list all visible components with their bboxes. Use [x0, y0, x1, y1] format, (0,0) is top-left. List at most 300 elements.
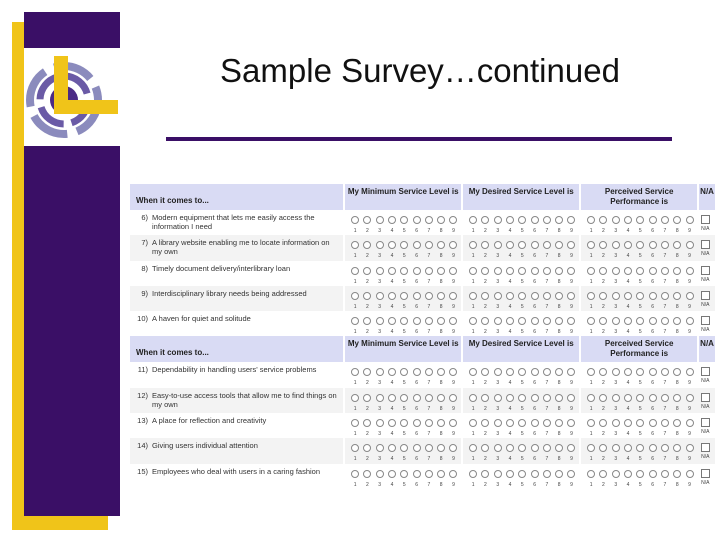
rating-radio[interactable]: [543, 267, 551, 275]
rating-radio[interactable]: [351, 368, 359, 376]
rating-radio[interactable]: [376, 216, 384, 224]
rating-radio[interactable]: [555, 292, 563, 300]
rating-radio[interactable]: [661, 267, 669, 275]
rating-radio[interactable]: [437, 241, 445, 249]
rating-scale: [461, 464, 579, 489]
rating-radio[interactable]: [612, 317, 620, 325]
rating-radio[interactable]: [469, 444, 477, 452]
rating-radio[interactable]: [612, 368, 620, 376]
rating-radio[interactable]: [388, 241, 396, 249]
rating-number: 2: [366, 228, 369, 234]
rating-radio[interactable]: [425, 394, 433, 402]
rating-radio[interactable]: [413, 419, 421, 427]
rating-radio[interactable]: [555, 394, 563, 402]
rating-radio[interactable]: [673, 368, 681, 376]
rating-radio[interactable]: [437, 292, 445, 300]
rating-radio[interactable]: [388, 444, 396, 452]
rating-radio[interactable]: [649, 470, 657, 478]
rating-radio[interactable]: [599, 444, 607, 452]
rating-radio[interactable]: [624, 216, 632, 224]
rating-radio[interactable]: [673, 267, 681, 275]
rating-radio[interactable]: [425, 444, 433, 452]
rating-radio[interactable]: [649, 241, 657, 249]
rating-radio[interactable]: [555, 317, 563, 325]
rating-radio[interactable]: [567, 368, 575, 376]
rating-radio[interactable]: [612, 267, 620, 275]
rating-radio[interactable]: [425, 317, 433, 325]
rating-number: 6: [651, 456, 654, 463]
rating-radio[interactable]: [567, 216, 575, 224]
rating-radio[interactable]: [612, 394, 620, 402]
rating-radio[interactable]: [437, 394, 445, 402]
rating-radio[interactable]: [567, 241, 575, 249]
rating-radio[interactable]: [506, 317, 514, 325]
rating-radio[interactable]: [437, 444, 445, 452]
rating-radio[interactable]: [351, 317, 359, 325]
rating-radio[interactable]: [506, 216, 514, 224]
rating-radio[interactable]: [636, 317, 644, 325]
rating-radio[interactable]: [661, 216, 669, 224]
rating-radio[interactable]: [518, 444, 526, 452]
rating-radio[interactable]: [425, 267, 433, 275]
rating-radio[interactable]: [506, 394, 514, 402]
rating-radio[interactable]: [636, 368, 644, 376]
rating-radio[interactable]: [599, 368, 607, 376]
rating-radio[interactable]: [555, 419, 563, 427]
rating-radio[interactable]: [351, 419, 359, 427]
rating-radio[interactable]: [449, 267, 457, 275]
rating-radio[interactable]: [673, 419, 681, 427]
rating-radio[interactable]: [612, 216, 620, 224]
rating-radio[interactable]: [686, 317, 694, 325]
rating-radio[interactable]: [351, 267, 359, 275]
rating-radio[interactable]: [543, 470, 551, 478]
rating-radio[interactable]: [555, 470, 563, 478]
rating-radio[interactable]: [661, 470, 669, 478]
rating-radio[interactable]: [673, 470, 681, 478]
rating-radio[interactable]: [351, 470, 359, 478]
rating-radio[interactable]: [636, 292, 644, 300]
rating-radio[interactable]: [624, 292, 632, 300]
rating-radio[interactable]: [686, 444, 694, 452]
rating-radio[interactable]: [624, 317, 632, 325]
rating-radio[interactable]: [686, 267, 694, 275]
rating-radio[interactable]: [388, 368, 396, 376]
rating-radio[interactable]: [612, 470, 620, 478]
rating-radio[interactable]: [518, 241, 526, 249]
rating-radio[interactable]: [413, 216, 421, 224]
rating-radio[interactable]: [649, 419, 657, 427]
rating-radio[interactable]: [686, 292, 694, 300]
rating-radio[interactable]: [636, 216, 644, 224]
rating-radio[interactable]: [531, 292, 539, 300]
rating-radio[interactable]: [636, 394, 644, 402]
rating-radio[interactable]: [494, 470, 502, 478]
rating-radio[interactable]: [506, 368, 514, 376]
rating-radio[interactable]: [481, 292, 489, 300]
rating-radio[interactable]: [494, 292, 502, 300]
rating-radio[interactable]: [400, 267, 408, 275]
rating-radio[interactable]: [388, 292, 396, 300]
rating-radio[interactable]: [469, 470, 477, 478]
rating-radio[interactable]: [425, 368, 433, 376]
rating-radio[interactable]: [400, 444, 408, 452]
rating-radio[interactable]: [481, 267, 489, 275]
rating-radio[interactable]: [506, 267, 514, 275]
rating-number: 4: [390, 278, 394, 285]
rating-radio[interactable]: [449, 444, 457, 452]
rating-radio[interactable]: [673, 317, 681, 325]
rating-radio[interactable]: [567, 394, 575, 402]
rating-radio[interactable]: [413, 292, 421, 300]
rating-radio[interactable]: [587, 470, 595, 478]
rating-radio[interactable]: [363, 216, 371, 224]
rating-radio[interactable]: [469, 368, 477, 376]
rating-radio[interactable]: [388, 267, 396, 275]
rating-radio[interactable]: [425, 216, 433, 224]
rating-radio[interactable]: [494, 267, 502, 275]
rating-radio[interactable]: [481, 444, 489, 452]
rating-radio[interactable]: [506, 444, 514, 452]
rating-radio[interactable]: [481, 368, 489, 376]
rating-radio[interactable]: [587, 292, 595, 300]
rating-radio[interactable]: [531, 419, 539, 427]
rating-radio[interactable]: [363, 470, 371, 478]
rating-radio[interactable]: [686, 241, 694, 249]
rating-radio[interactable]: [437, 216, 445, 224]
na-checkbox[interactable]: [701, 367, 710, 376]
rating-radio[interactable]: [599, 317, 607, 325]
na-checkbox[interactable]: [701, 393, 710, 402]
rating-number: 1: [589, 253, 593, 260]
rating-radio[interactable]: [400, 394, 408, 402]
rating-radio[interactable]: [449, 394, 457, 402]
rating-radio[interactable]: [686, 216, 694, 224]
rating-radio[interactable]: [506, 419, 514, 427]
rating-radio[interactable]: [363, 241, 371, 249]
rating-radio[interactable]: [481, 470, 489, 478]
rating-radio[interactable]: [494, 216, 502, 224]
rating-radio[interactable]: [481, 419, 489, 427]
rating-radio[interactable]: [661, 292, 669, 300]
na-label: N/A: [701, 251, 710, 258]
rating-radio[interactable]: [469, 419, 477, 427]
rating-radio[interactable]: [506, 470, 514, 478]
rating-radio[interactable]: [437, 267, 445, 275]
rating-radio[interactable]: [437, 368, 445, 376]
rating-radio[interactable]: [636, 419, 644, 427]
rating-radio[interactable]: [587, 419, 595, 427]
rating-radio[interactable]: [555, 241, 563, 249]
rating-radio[interactable]: [555, 444, 563, 452]
rating-radio[interactable]: [413, 394, 421, 402]
rating-radio[interactable]: [363, 267, 371, 275]
rating-radio[interactable]: [624, 241, 632, 249]
rating-radio[interactable]: [351, 241, 359, 249]
rating-radio[interactable]: [686, 470, 694, 478]
rating-radio[interactable]: [400, 419, 408, 427]
na-checkbox[interactable]: [701, 469, 710, 478]
rating-radio[interactable]: [376, 368, 384, 376]
na-checkbox[interactable]: [701, 443, 710, 452]
rating-radio[interactable]: [649, 444, 657, 452]
rating-radio[interactable]: [376, 241, 384, 249]
rating-number: 3: [614, 481, 618, 488]
rating-radio[interactable]: [612, 419, 620, 427]
rating-radio[interactable]: [587, 394, 595, 402]
rating-radio[interactable]: [587, 368, 595, 376]
rating-radio[interactable]: [400, 470, 408, 478]
rating-radio[interactable]: [376, 394, 384, 402]
rating-radio[interactable]: [555, 368, 563, 376]
na-checkbox[interactable]: [701, 291, 710, 300]
na-checkbox[interactable]: [701, 266, 710, 275]
rating-radio[interactable]: [599, 394, 607, 402]
rating-radio[interactable]: [413, 368, 421, 376]
rating-radio[interactable]: [587, 216, 595, 224]
rating-radio[interactable]: [469, 241, 477, 249]
na-checkbox[interactable]: [701, 316, 710, 325]
rating-radio[interactable]: [425, 292, 433, 300]
rating-radio[interactable]: [400, 292, 408, 300]
rating-radio[interactable]: [543, 394, 551, 402]
rating-radio[interactable]: [518, 317, 526, 325]
rating-radio[interactable]: [624, 444, 632, 452]
rating-radio[interactable]: [449, 216, 457, 224]
rating-radio[interactable]: [531, 216, 539, 224]
rating-radio[interactable]: [686, 394, 694, 402]
rating-radio[interactable]: [567, 444, 575, 452]
rating-radio[interactable]: [481, 241, 489, 249]
rating-number: 6: [415, 481, 418, 488]
rating-radio[interactable]: [376, 292, 384, 300]
rating-radio[interactable]: [649, 216, 657, 224]
rating-radio[interactable]: [449, 292, 457, 300]
rating-radio[interactable]: [567, 292, 575, 300]
rating-number: 3: [614, 253, 618, 260]
rating-radio[interactable]: [599, 216, 607, 224]
rating-radio[interactable]: [400, 317, 408, 325]
rating-radio[interactable]: [481, 216, 489, 224]
rating-scale: [461, 388, 579, 413]
rating-number: 8: [439, 456, 443, 463]
rating-radio[interactable]: [518, 368, 526, 376]
rating-radio[interactable]: [494, 419, 502, 427]
rating-radio[interactable]: [494, 317, 502, 325]
rating-radio[interactable]: [449, 368, 457, 376]
rating-radio[interactable]: [686, 368, 694, 376]
rating-radio[interactable]: [587, 267, 595, 275]
rating-radio[interactable]: [624, 419, 632, 427]
rating-radio[interactable]: [363, 368, 371, 376]
question-number: 6): [141, 213, 148, 222]
rating-radio[interactable]: [636, 241, 644, 249]
rating-radio[interactable]: [624, 394, 632, 402]
rating-radio[interactable]: [425, 241, 433, 249]
rating-number: 2: [366, 253, 369, 260]
rating-radio[interactable]: [661, 444, 669, 452]
rating-radio[interactable]: [543, 419, 551, 427]
rating-radio[interactable]: [518, 267, 526, 275]
rating-radio[interactable]: [388, 216, 396, 224]
rating-radio[interactable]: [599, 292, 607, 300]
rating-radio[interactable]: [449, 419, 457, 427]
rating-radio[interactable]: [531, 444, 539, 452]
rating-radio[interactable]: [351, 292, 359, 300]
rating-radio[interactable]: [649, 292, 657, 300]
rating-radio[interactable]: [494, 241, 502, 249]
rating-radio[interactable]: [599, 419, 607, 427]
rating-radio[interactable]: [400, 216, 408, 224]
rating-radio[interactable]: [469, 394, 477, 402]
rating-radio[interactable]: [437, 470, 445, 478]
rating-radio[interactable]: [518, 216, 526, 224]
survey-question: [130, 210, 343, 235]
rating-radio[interactable]: [624, 368, 632, 376]
rating-radio[interactable]: [351, 394, 359, 402]
rating-radio[interactable]: [425, 419, 433, 427]
rating-radio[interactable]: [649, 317, 657, 325]
rating-radio[interactable]: [413, 317, 421, 325]
rating-radio[interactable]: [612, 292, 620, 300]
rating-radio[interactable]: [599, 241, 607, 249]
rating-radio[interactable]: [531, 470, 539, 478]
rating-number: 2: [484, 380, 487, 387]
rating-number: 6: [651, 228, 654, 234]
rating-radio[interactable]: [425, 470, 433, 478]
rating-radio[interactable]: [567, 267, 575, 275]
rating-radio[interactable]: [388, 470, 396, 478]
rating-radio[interactable]: [363, 292, 371, 300]
na-checkbox[interactable]: [701, 215, 710, 224]
rating-radio[interactable]: [636, 470, 644, 478]
rating-radio[interactable]: [567, 470, 575, 478]
rating-radio[interactable]: [531, 241, 539, 249]
rating-radio[interactable]: [363, 444, 371, 452]
rating-radio[interactable]: [612, 444, 620, 452]
rating-radio[interactable]: [661, 317, 669, 325]
rating-radio[interactable]: [543, 292, 551, 300]
rating-radio[interactable]: [351, 216, 359, 224]
rating-radio[interactable]: [624, 470, 632, 478]
rating-radio[interactable]: [543, 368, 551, 376]
rating-radio[interactable]: [587, 241, 595, 249]
rating-radio[interactable]: [555, 216, 563, 224]
rating-number: 8: [557, 431, 561, 438]
rating-radio[interactable]: [494, 368, 502, 376]
rating-radio[interactable]: [449, 241, 457, 249]
rating-radio[interactable]: [494, 394, 502, 402]
rating-radio[interactable]: [636, 267, 644, 275]
rating-radio[interactable]: [388, 394, 396, 402]
rating-radio[interactable]: [649, 267, 657, 275]
rating-radio[interactable]: [388, 317, 396, 325]
rating-radio[interactable]: [531, 394, 539, 402]
na-checkbox[interactable]: [701, 240, 710, 249]
rating-radio[interactable]: [518, 470, 526, 478]
rating-radio[interactable]: [376, 419, 384, 427]
rating-radio[interactable]: [376, 267, 384, 275]
rating-number: 2: [602, 481, 605, 488]
rating-radio[interactable]: [351, 444, 359, 452]
rating-radio[interactable]: [449, 317, 457, 325]
rating-radio[interactable]: [543, 216, 551, 224]
rating-radio[interactable]: [661, 368, 669, 376]
rating-radio[interactable]: [624, 267, 632, 275]
rating-radio[interactable]: [531, 267, 539, 275]
rating-radio[interactable]: [400, 368, 408, 376]
rating-radio[interactable]: [437, 419, 445, 427]
rating-radio[interactable]: [587, 317, 595, 325]
rating-radio[interactable]: [518, 394, 526, 402]
rating-radio[interactable]: [649, 368, 657, 376]
rating-radio[interactable]: [599, 267, 607, 275]
rating-radio[interactable]: [587, 444, 595, 452]
rating-radio[interactable]: [531, 368, 539, 376]
rating-radio[interactable]: [673, 444, 681, 452]
rating-radio[interactable]: [661, 419, 669, 427]
rating-radio[interactable]: [449, 470, 457, 478]
rating-radio[interactable]: [531, 317, 539, 325]
rating-radio[interactable]: [469, 292, 477, 300]
rating-radio[interactable]: [363, 317, 371, 325]
rating-radio[interactable]: [567, 317, 575, 325]
rating-radio[interactable]: [636, 444, 644, 452]
rating-radio[interactable]: [543, 317, 551, 325]
rating-radio[interactable]: [363, 394, 371, 402]
rating-radio[interactable]: [661, 394, 669, 402]
rating-radio[interactable]: [413, 470, 421, 478]
rating-radio[interactable]: [599, 470, 607, 478]
rating-radio[interactable]: [388, 419, 396, 427]
na-checkbox[interactable]: [701, 418, 710, 427]
rating-radio[interactable]: [673, 216, 681, 224]
rating-radio[interactable]: [413, 267, 421, 275]
rating-radio[interactable]: [376, 317, 384, 325]
rating-radio[interactable]: [413, 444, 421, 452]
rating-radio[interactable]: [673, 241, 681, 249]
rating-radio[interactable]: [494, 444, 502, 452]
rating-radio[interactable]: [469, 317, 477, 325]
rating-radio[interactable]: [555, 267, 563, 275]
rating-radio[interactable]: [518, 419, 526, 427]
rating-radio[interactable]: [673, 292, 681, 300]
rating-radio[interactable]: [518, 292, 526, 300]
rating-radio[interactable]: [686, 419, 694, 427]
rating-radio[interactable]: [376, 470, 384, 478]
rating-radio[interactable]: [400, 241, 408, 249]
rating-radio[interactable]: [649, 394, 657, 402]
rating-radio[interactable]: [612, 241, 620, 249]
rating-radio[interactable]: [413, 241, 421, 249]
rating-radio[interactable]: [567, 419, 575, 427]
rating-radio[interactable]: [469, 216, 477, 224]
rating-radio[interactable]: [543, 444, 551, 452]
rating-number: 5: [638, 278, 642, 285]
rating-radio[interactable]: [481, 317, 489, 325]
rating-radio[interactable]: [506, 241, 514, 249]
rating-radio[interactable]: [506, 292, 514, 300]
rating-number: 6: [533, 380, 536, 387]
rating-radio[interactable]: [363, 419, 371, 427]
rating-radio[interactable]: [661, 241, 669, 249]
rating-radio[interactable]: [481, 394, 489, 402]
rating-radio[interactable]: [673, 394, 681, 402]
rating-radio[interactable]: [543, 241, 551, 249]
rating-radio[interactable]: [437, 317, 445, 325]
rating-radio[interactable]: [469, 267, 477, 275]
rating-radio[interactable]: [376, 444, 384, 452]
